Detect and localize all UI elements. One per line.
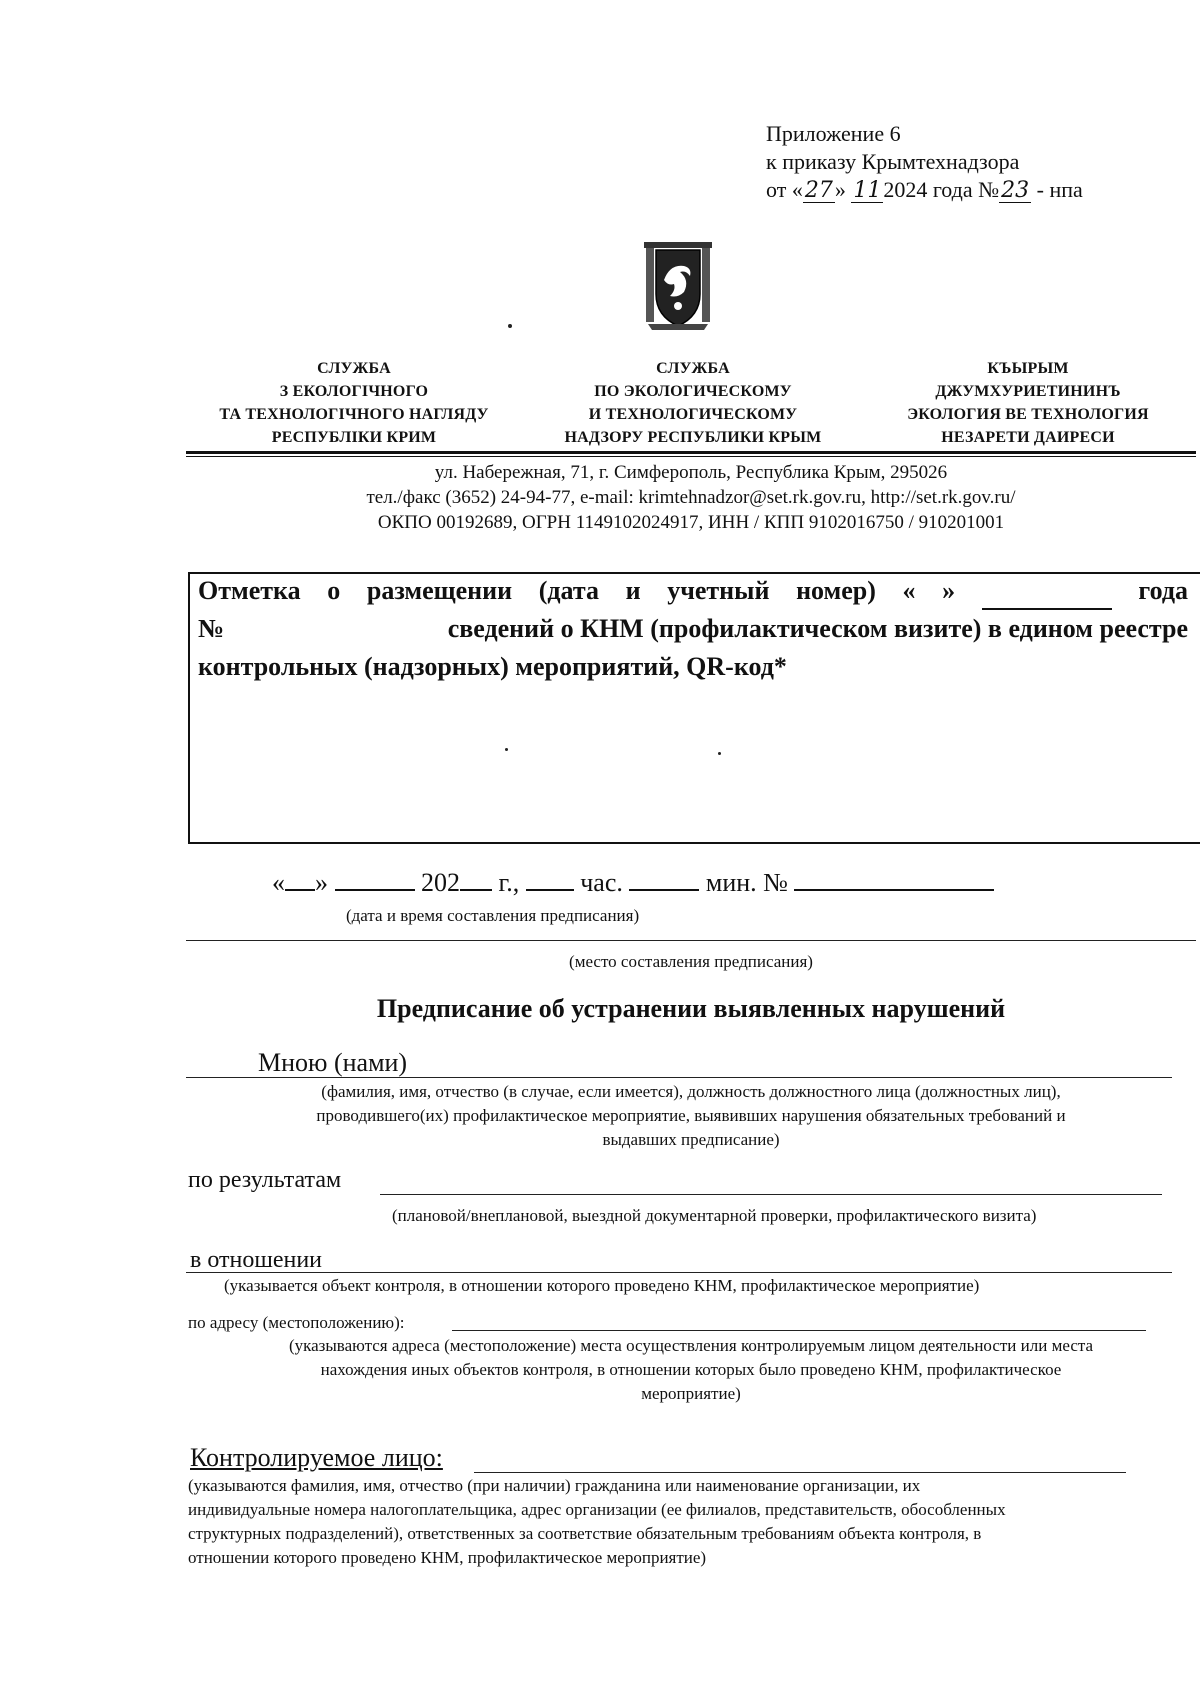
header-crimean-tatar: КЪЫРЫМ ДЖУМХУРИЕТИНИНЪ ЭКОЛОГИЯ ВЕ ТЕХНОЛОГИЯ НЕЗАРЕТИ ДАИРЕСИ (907, 360, 1149, 446)
appendix-line-2: к приказу Крымтехнадзора (766, 149, 1020, 174)
header-rule-thin (186, 456, 1196, 457)
place-caption: (место составления предписания) (569, 952, 813, 971)
datetime-line: « » 202 г., час. мин. № (272, 868, 994, 898)
appendix-line-1: Приложение 6 (766, 121, 901, 146)
handwritten-number: 23 (1001, 178, 1030, 203)
header-rule-thick (186, 451, 1196, 454)
location-line[interactable] (452, 1330, 1146, 1331)
crimea-coat-of-arms-icon (640, 240, 716, 332)
by-us-caption: (фамилия, имя, отчество (в случае, если имеется), должность должностного лица (должностных лиц), проводившего(их) профилактическое мероприятие, выявивших нарушения обязательных требований и выдавших предписание) (316, 1082, 1066, 1149)
place-line[interactable] (186, 940, 1196, 941)
appendix-line-3: от «27» 112024 года №23 - нпа (766, 177, 1083, 203)
month-blank[interactable] (335, 889, 415, 891)
controlled-person-line[interactable] (474, 1472, 1126, 1473)
document-title: Предписание об устранении выявленных нарушений (376, 994, 1006, 1023)
prescription-number-blank[interactable] (794, 889, 994, 891)
appendix-reference (766, 120, 1083, 204)
by-us-line[interactable] (186, 1077, 1172, 1078)
day-blank[interactable] (285, 889, 315, 891)
regarding-line[interactable] (186, 1272, 1172, 1273)
handwritten-month: 11 (853, 178, 882, 203)
datetime-caption: (дата и время составления предписания) (346, 906, 640, 925)
location-caption: (указываются адреса (местоположение) места осуществления контролируемым лицом деятельности или места нахождения иных объектов контроля, в отношении которых было проведено КНМ, профилактическое мероприятие) (288, 1336, 1094, 1403)
scan-dot (505, 748, 508, 751)
regarding-label: в отношении (190, 1247, 323, 1273)
hours-blank[interactable] (526, 889, 574, 891)
handwritten-day: 27 (804, 178, 833, 203)
address-block: ул. Набережная, 71, г. Симферополь, Республика Крым, 295026 тел./факс (3652) 24-94-77, e-mail: krimtehnadzor@set.rk.gov.ru, http://set.rk.gov.ru/ ОКПО 00192689, ОГРН 1149102024917, ИНН / КПП 9102016750 / 910201001 (366, 462, 1016, 533)
controlled-person-caption: (указываются фамилия, имя, отчество (при наличии) гражданина или наименование организации, их индивидуальные номера налогоплательщика, адрес организации (ее филиалов, представительств, обособленных структурных подразделений), ответственных за соответствие обязательным требованиям объекта контроля, в отношении которого проведено КНМ, профилактическое мероприятие) (188, 1476, 1006, 1567)
scan-dot (718, 752, 721, 755)
results-label: по результатам (188, 1167, 342, 1193)
year-blank[interactable] (460, 889, 492, 891)
registry-mark-text: Отметка о размещении (дата и учетный номер) « » года № сведений о КНМ (профилактическом визите) в едином реестре контрольных (надзорных) мероприятий, QR-код* (198, 572, 1188, 686)
results-caption: (плановой/внеплановой, выездной документарной проверки, профилактического визита) (392, 1206, 1037, 1225)
header-ukrainian: СЛУЖБА З ЕКОЛОГІЧНОГО ТА ТЕХНОЛОГІЧНОГО НАГЛЯДУ РЕСПУБЛІКИ КРИМ (219, 360, 489, 446)
results-line[interactable] (380, 1194, 1162, 1195)
regarding-caption: (указывается объект контроля, в отношении которого проведено КНМ, профилактическое мероприятие) (224, 1276, 980, 1295)
controlled-person-label: Контролируемое лицо: (190, 1443, 443, 1472)
minutes-blank[interactable] (629, 889, 699, 891)
by-us-label: Мною (нами) (258, 1048, 408, 1077)
header-russian: СЛУЖБА ПО ЭКОЛОГИЧЕСКОМУ И ТЕХНОЛОГИЧЕСКОМУ НАДЗОРУ РЕСПУБЛИКИ КРЫМ (564, 360, 822, 446)
location-label: по адресу (местоположению): (188, 1313, 405, 1332)
scan-dot (508, 324, 512, 328)
registry-date-blank[interactable] (982, 572, 1112, 610)
